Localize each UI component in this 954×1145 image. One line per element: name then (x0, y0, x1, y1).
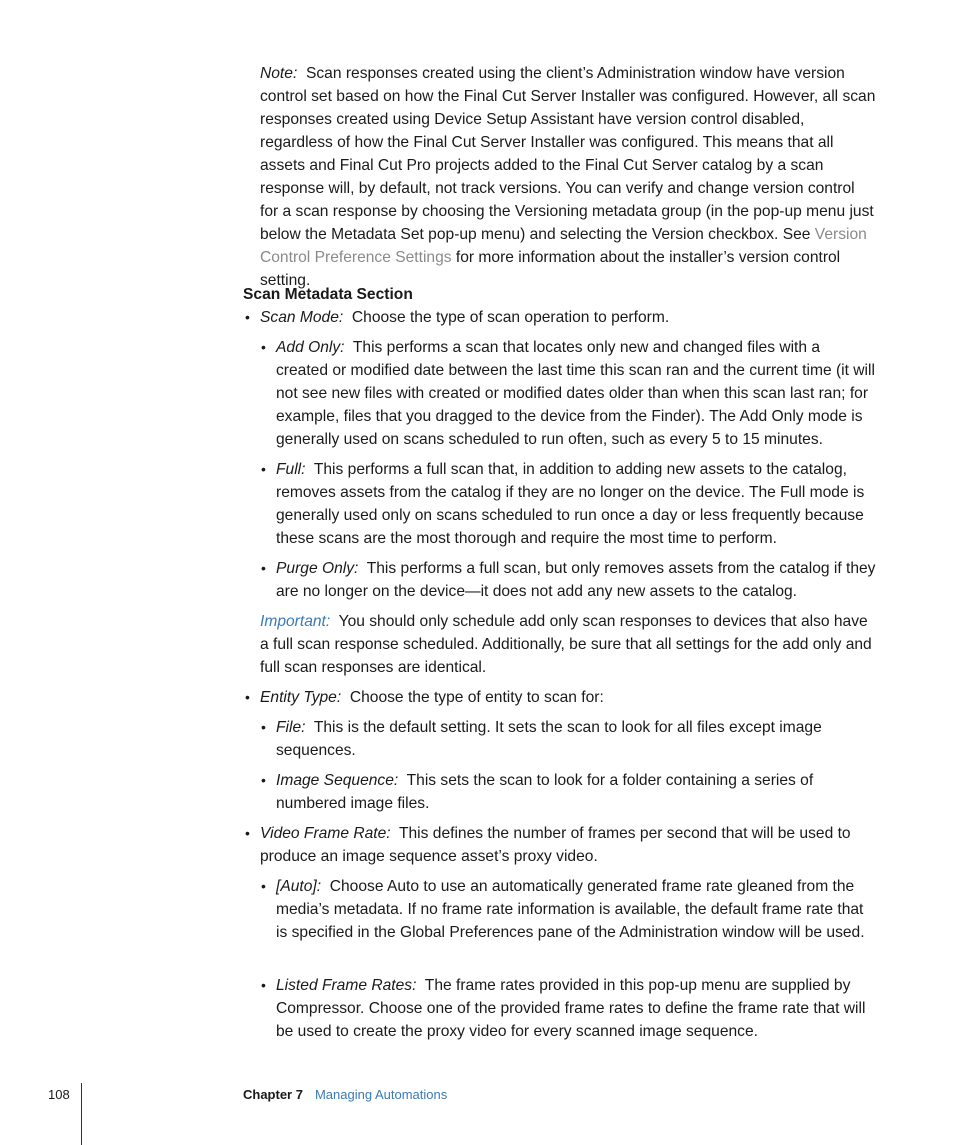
list-item-file (261, 716, 876, 762)
bullet-icon: • (261, 772, 266, 788)
term: Scan Mode: (260, 309, 344, 326)
description: Choose Auto to use an automatically generated frame rate gleaned from the media’s metadata. If no frame rate information is available, the default frame rate that is specified in the Global Preferences pane of the Administration window will be used. (276, 878, 865, 941)
description: This sets the scan to look for a folder containing a series of numbered image files. (276, 772, 814, 812)
term: [Auto]: (276, 878, 322, 895)
note-text: Scan responses created using the client’s Administration window have version control set based on how the Final Cut Server Installer was configured. However, all scan responses created using Device Setup Assistant have version control disabled, regardless of how the Final Cut Server Installer was configured. This means that all assets and Final Cut Pro projects added to the Final Cut Server catalog by a scan response will, by default, not track versions. You can verify and change version control for a scan response by choosing the Versioning metadata group (in the pop-up menu just below the Metadata Set pop-up menu) and selecting the Version checkbox. See (260, 65, 876, 243)
page-number: 108 (48, 1087, 70, 1102)
chapter-footer (243, 1086, 447, 1104)
chapter-label: Chapter 7 (243, 1087, 303, 1102)
description: This performs a full scan, but only removes assets from the catalog if they are no longer on the device—it does not add any new assets to the catalog. (276, 560, 876, 600)
note-text-end: for more information about the installer’s version control setting. (260, 249, 841, 289)
note-label: Note: (260, 65, 298, 82)
important-paragraph (260, 610, 876, 679)
term: File: (276, 719, 306, 736)
term: Video Frame Rate: (260, 825, 391, 842)
list-item-listed-frame-rates (261, 974, 876, 1043)
list-item-image-sequence (261, 769, 876, 815)
description: This performs a scan that locates only new and changed files with a created or modified date between the last time this scan ran and the current time (it will not see new files with created or modified dates older than when this scan last ran; for example, files that you dragged to the device from the Finder). The Add Only mode is generally used on scans scheduled to run often, such as every 5 to 15 minutes. (276, 339, 875, 448)
note-paragraph (260, 62, 876, 292)
important-text: You should only schedule add only scan responses to devices that also have a full scan response scheduled. Additionally, be sure that all settings for the add only and full scan responses are identical. (260, 613, 872, 676)
bullet-icon: • (261, 719, 266, 735)
section-heading: Scan Metadata Section (243, 286, 413, 303)
list-item-full (261, 458, 876, 550)
bullet-icon: • (245, 309, 250, 325)
bullet-icon: • (261, 461, 266, 477)
list-item-purge-only (261, 557, 876, 603)
footer-divider (81, 1083, 82, 1145)
important-label: Important: (260, 613, 331, 630)
bullet-icon: • (261, 560, 266, 576)
bullet-icon: • (261, 977, 266, 993)
bullet-icon: • (245, 825, 250, 841)
term: Add Only: (276, 339, 345, 356)
version-control-link[interactable]: Version Control Preference Settings (260, 226, 867, 266)
term: Listed Frame Rates: (276, 977, 417, 994)
term: Entity Type: (260, 689, 342, 706)
description: Choose the type of entity to scan for: (349, 689, 604, 706)
chapter-title[interactable]: Managing Automations (314, 1087, 448, 1102)
description: This defines the number of frames per second that will be used to produce an image sequence asset’s proxy video. (260, 825, 851, 865)
term: Image Sequence: (276, 772, 399, 789)
list-item-video-frame-rate (245, 822, 876, 868)
description: The frame rates provided in this pop-up menu are supplied by Compressor. Choose one of the provided frame rates to define the frame rate that will be used to create the proxy video for every scanned image sequence. (276, 977, 866, 1040)
list-item-auto (261, 875, 876, 944)
term: Full: (276, 461, 306, 478)
bullet-icon: • (261, 339, 266, 355)
term: Purge Only: (276, 560, 359, 577)
description: This performs a full scan that, in addition to adding new assets to the catalog, removes assets from the catalog if they are no longer on the device. The Full mode is generally used only on scans scheduled to run once a day or less frequently because these scans are the most thorough and require the most time to perform. (276, 461, 865, 547)
list-item-entity-type (245, 686, 876, 709)
list-item-scan-mode (245, 306, 876, 329)
bullet-icon: • (261, 878, 266, 894)
bullet-icon: • (245, 689, 250, 705)
description: Choose the type of scan operation to perform. (351, 309, 670, 326)
list-item-add-only (261, 336, 876, 451)
description: This is the default setting. It sets the scan to look for all files except image sequences. (276, 719, 822, 759)
